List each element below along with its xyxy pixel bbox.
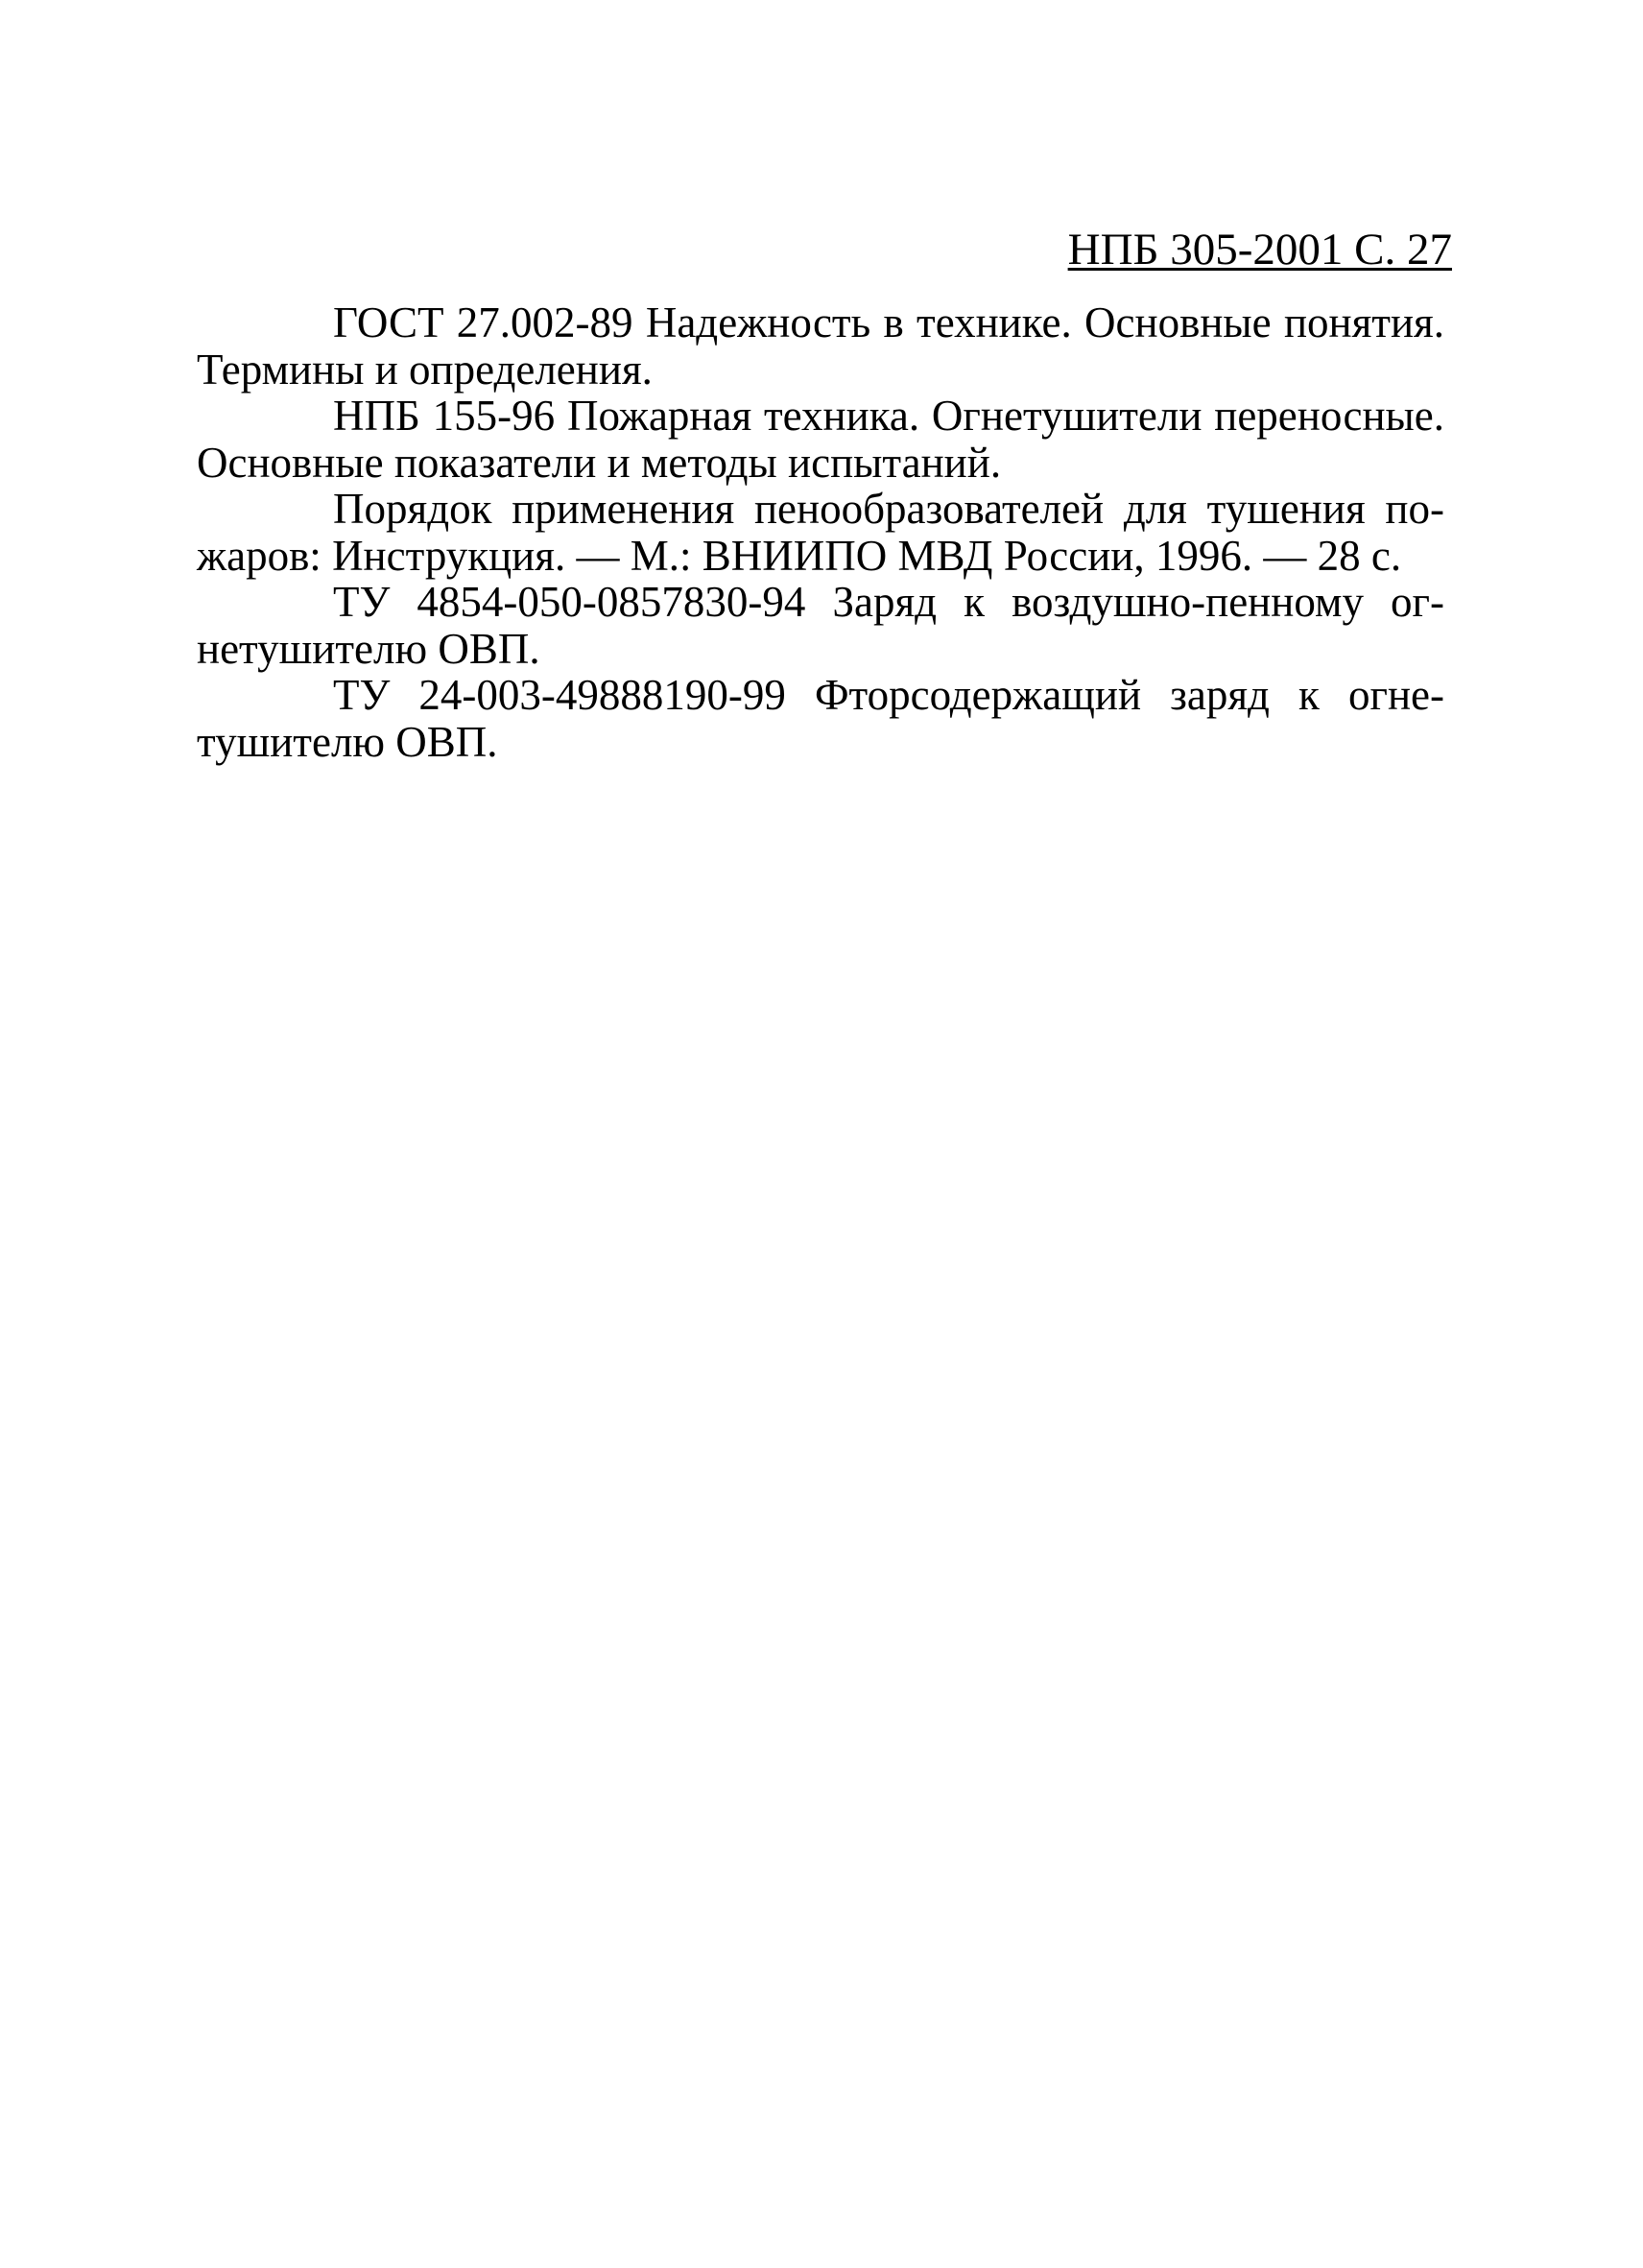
page-header-reference: НПБ 305-2001 С. 27: [1067, 225, 1452, 275]
reference-entry-tu-1: ТУ 4854-050-0857830-94 Заряд к воздушно-пенному огнетушителю ОВП.: [197, 578, 1444, 673]
reference-entry-tu-2: ТУ 24-003-49888190-99 Фторсодержащий заряд к огнетушителю ОВП.: [197, 671, 1444, 766]
references-list: [197, 299, 1444, 765]
reference-entry-instruction: Порядок применения пенообразователей для тушения пожаров: Инструкция. — М.: ВНИИПО МВД России, 1996. — 28 с.: [197, 485, 1444, 580]
reference-entry-npb: НПБ 155-96 Пожарная техника. Огнетушители переносные. Основные показатели и методы испытаний.: [197, 392, 1444, 487]
reference-entry-gost: ГОСТ 27.002-89 Надежность в технике. Основные понятия. Термины и определения.: [197, 298, 1444, 394]
